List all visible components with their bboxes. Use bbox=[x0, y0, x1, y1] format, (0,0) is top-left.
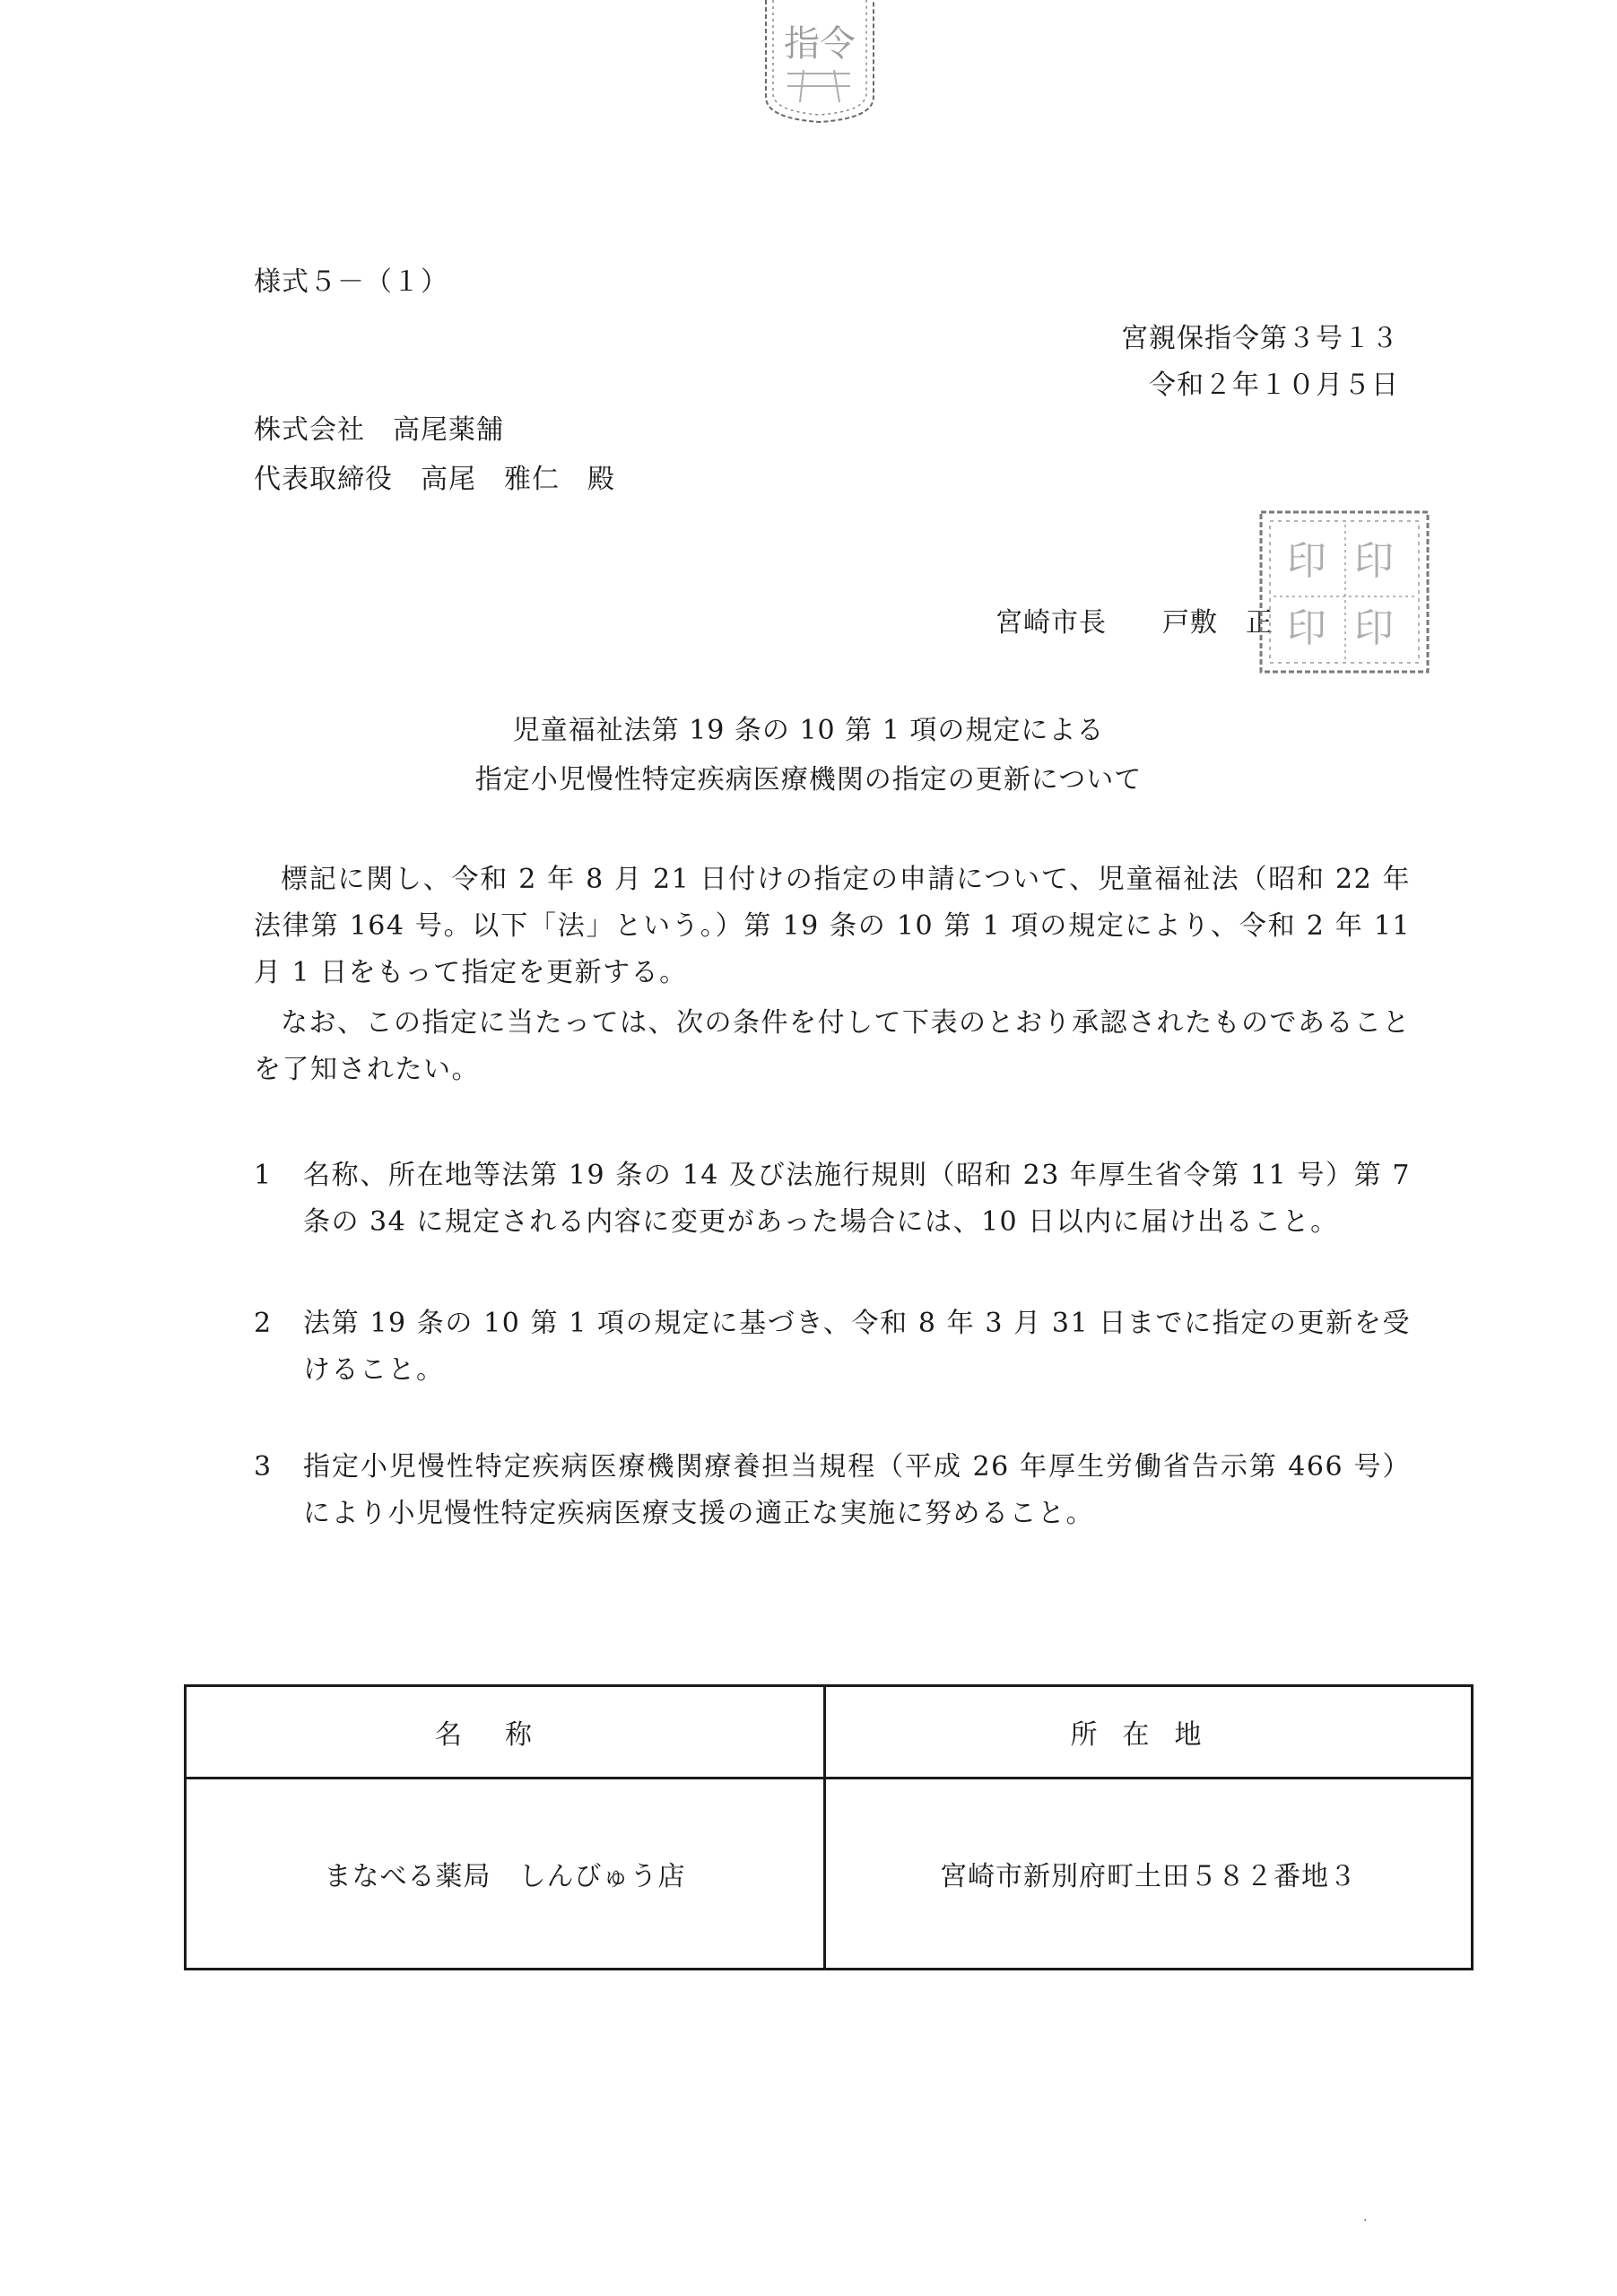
addressee-company: 株式会社 高尾薬舗 bbox=[254, 414, 504, 446]
issue-date: 令和２年１０月５日 bbox=[1149, 370, 1399, 401]
header-location-label: 所在地 bbox=[1070, 1719, 1227, 1751]
seal-top-char-1: 指令 bbox=[784, 23, 856, 65]
header-name-label: 名称 bbox=[435, 1719, 575, 1751]
condition-item-1 bbox=[254, 1152, 1411, 1246]
body-paragraph-2: なお、この指定に当たっては、次の条件を付して下表のとおり承認されたものであることを了知されたい。 bbox=[254, 1007, 1411, 1085]
svg-text:印: 印 bbox=[1287, 605, 1326, 651]
facility-table bbox=[184, 1684, 1474, 1970]
scan-speck: · bbox=[1363, 2213, 1368, 2228]
condition-item-2 bbox=[254, 1300, 1411, 1394]
table-header-row bbox=[186, 1686, 1473, 1779]
cell-facility-address: 宮崎市新別府町土田５８２番地３ bbox=[825, 1779, 1473, 1970]
document-number: 宮親保指令第３号１３ bbox=[1121, 323, 1399, 354]
condition-text: 名称、所在地等法第 19 条の 14 及び法施行規則（昭和 23 年厚生省令第 11 号）第 7 条の 34 に規定される内容に変更があった場合には、10 日以内に届け出ること。 bbox=[303, 1160, 1411, 1238]
condition-text: 法第 19 条の 10 第 1 項の規定に基づき、令和 8 年 3 月 31 日までに指定の更新を受けること。 bbox=[303, 1308, 1411, 1386]
mayor-seal-glyphs: 印 bbox=[1287, 538, 1326, 584]
svg-text:印: 印 bbox=[1354, 538, 1394, 584]
header-name bbox=[186, 1686, 825, 1779]
condition-number: 2 bbox=[254, 1308, 273, 1339]
form-number: 様式５－（１） bbox=[254, 266, 448, 298]
title-line-2: 指定小児慢性特定疾病医療機関の指定の更新について bbox=[474, 764, 1143, 796]
condition-number: 1 bbox=[254, 1160, 273, 1191]
condition-text: 指定小児慢性特定疾病医療機関療養担当規程（平成 26 年厚生労働省告示第 466 号）により小児慢性特定疾病医療支援の適正な実施に努めること。 bbox=[303, 1451, 1411, 1529]
header-location bbox=[825, 1686, 1473, 1779]
body-paragraph-1: 標記に関し、令和 2 年 8 月 21 日付けの指定の申請について、児童福祉法（昭和 22 年法律第 164 号。以下「法」という。）第 19 条の 10 第 1 項の規定により、令和 2 年 11 月 1 日をもって指定を更新する。 bbox=[254, 864, 1411, 988]
title-line-1: 児童福祉法第 19 条の 10 第 1 項の規定による bbox=[512, 715, 1105, 746]
svg-text:印: 印 bbox=[1354, 605, 1394, 651]
issuer-name: 宮崎市長 戸敷 正 bbox=[995, 607, 1274, 639]
seal-stamp-top bbox=[761, 0, 879, 126]
condition-item-3 bbox=[254, 1444, 1411, 1537]
addressee-representative: 代表取締役 高尾 雅仁 殿 bbox=[254, 464, 615, 495]
table-row bbox=[186, 1779, 1473, 1970]
cell-facility-name: まなべる薬局 しんびゅう店 bbox=[186, 1779, 825, 1970]
condition-number: 3 bbox=[254, 1451, 273, 1483]
mayor-seal-stamp bbox=[1256, 507, 1435, 677]
